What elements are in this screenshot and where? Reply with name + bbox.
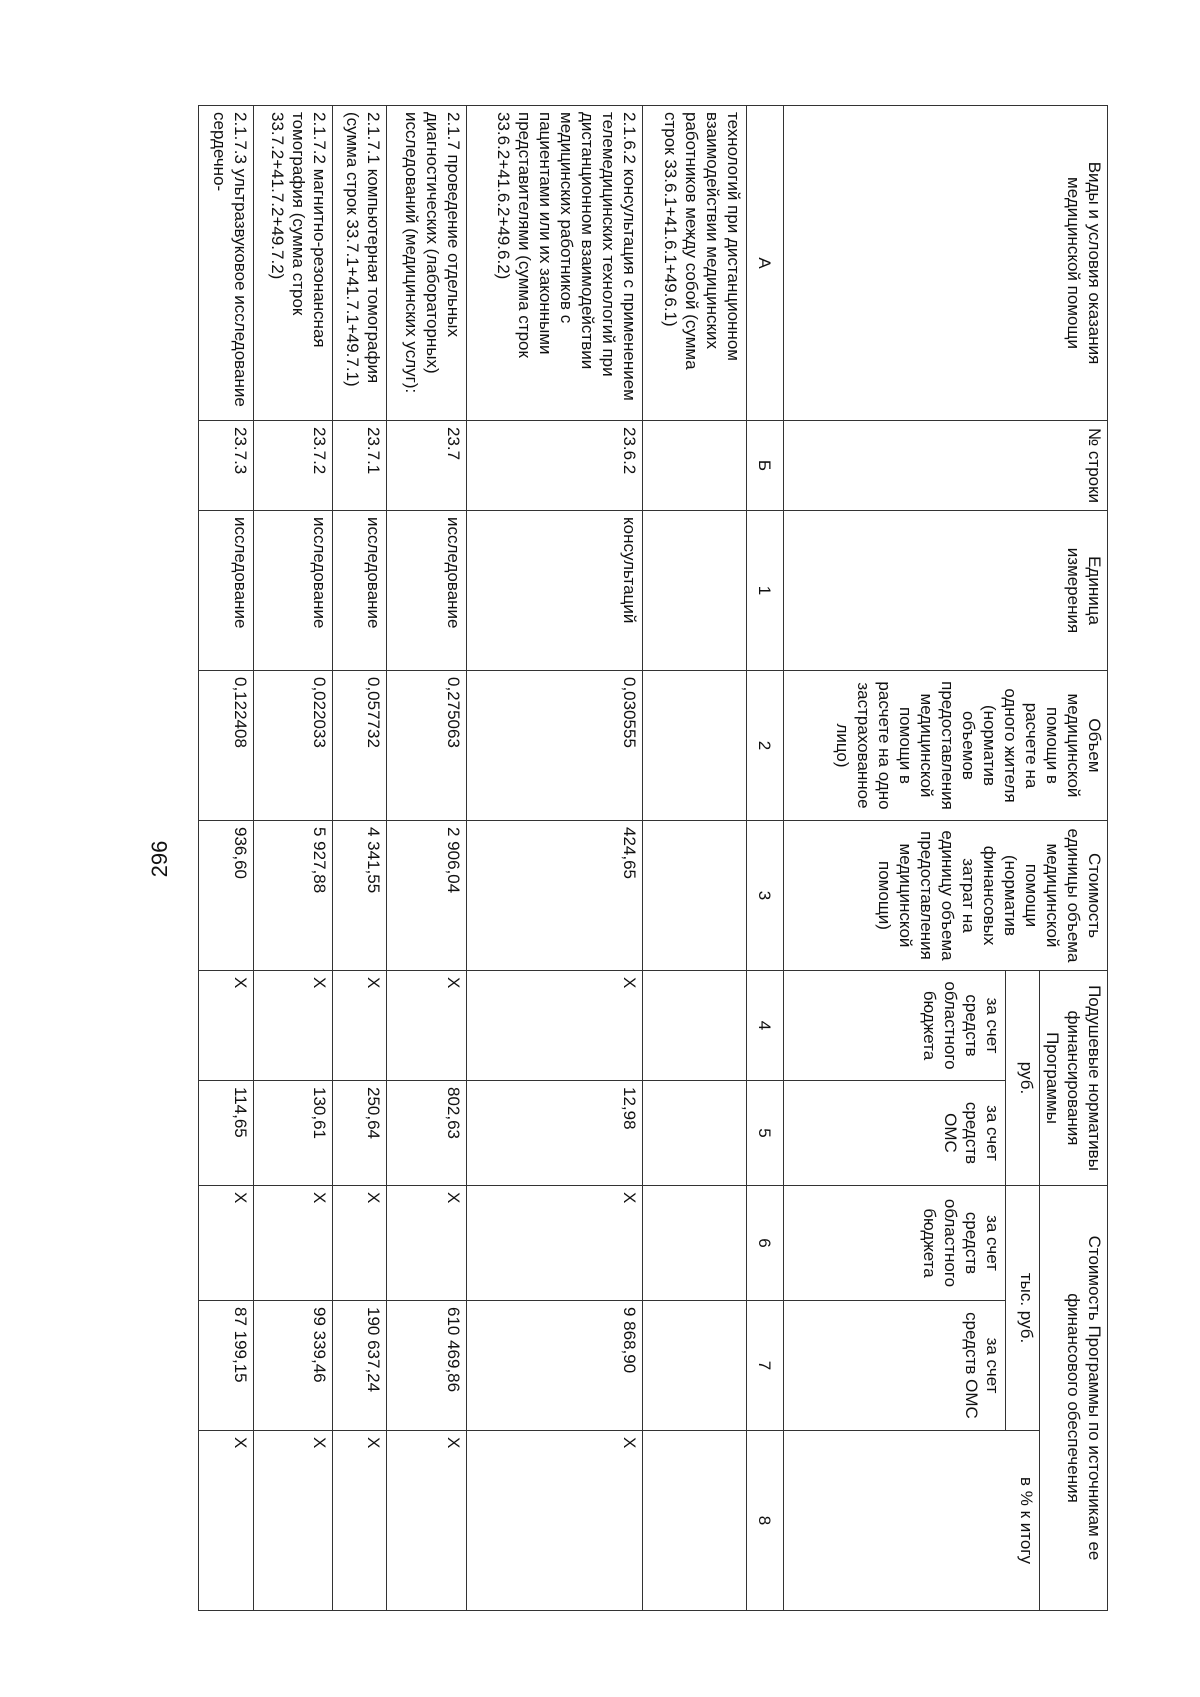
row-volume: 0,022033	[253, 671, 332, 821]
row-cost-oms: 610 469,86	[387, 1301, 466, 1431]
table-body	[199, 106, 747, 1611]
row-cost-oms: 9 868,90	[466, 1301, 643, 1431]
row-percent: X	[466, 1431, 643, 1611]
row-norm-oms	[643, 1081, 747, 1186]
row-norm-oms: 250,64	[332, 1081, 387, 1186]
table-row	[332, 106, 387, 1611]
header-cost-budget: за счет средств областного бюджета	[784, 1186, 1006, 1301]
table-row	[387, 106, 466, 1611]
header-unit-cost: Стоимость единицы объема медицинской помощи (норматив финансовых затрат на единицу объема предоставления медицинской помощи)	[784, 821, 1108, 971]
row-volume: 0,030555	[466, 671, 643, 821]
row-norm-oms: 12,98	[466, 1081, 643, 1186]
header-norm-oms: за счет средств ОМС	[784, 1081, 1006, 1186]
row-norm-budget: X	[466, 971, 643, 1081]
table-header	[747, 106, 1108, 1611]
row-cost-oms: 99 339,46	[253, 1301, 332, 1431]
row-unit-cost: 4 341,55	[332, 821, 387, 971]
row-cost-oms	[643, 1301, 747, 1431]
row-name: 2.1.7.2 магнитно-резонансная томография (сумма строк 33.7.2+41.7.2+49.7.2)	[253, 106, 332, 421]
row-line-number	[643, 421, 747, 511]
row-line-number: 23.7	[387, 421, 466, 511]
column-number: 8	[747, 1431, 784, 1611]
column-number: 6	[747, 1186, 784, 1301]
row-cost-budget: X	[387, 1186, 466, 1301]
column-number: 3	[747, 821, 784, 971]
row-unit-cost: 5 927,88	[253, 821, 332, 971]
row-name: 2.1.7 проведение отдельных диагностических (лабораторных) исследований (медицинских услуг):	[387, 106, 466, 421]
table-row	[253, 106, 332, 1611]
row-unit-cost: 936,60	[199, 821, 254, 971]
row-unit: исследование	[332, 511, 387, 671]
header-unit: Единица измерения	[784, 511, 1108, 671]
row-percent: X	[387, 1431, 466, 1611]
row-unit-cost: 2 906,04	[387, 821, 466, 971]
row-percent: X	[332, 1431, 387, 1611]
row-line-number: 23.7.3	[199, 421, 254, 511]
column-number: Б	[747, 421, 784, 511]
header-norms-unit: руб.	[1006, 971, 1040, 1186]
row-cost-budget: X	[466, 1186, 643, 1301]
header-cost-oms: за счет средств ОМС	[784, 1301, 1006, 1431]
header-percent: в % к итогу	[784, 1431, 1040, 1611]
row-cost-budget	[643, 1186, 747, 1301]
row-norm-oms: 114,65	[199, 1081, 254, 1186]
header-cost-group: Стоимость Программы по источникам ее финансового обеспечения	[1040, 1186, 1108, 1611]
column-number: 7	[747, 1301, 784, 1431]
row-cost-oms: 87 199,15	[199, 1301, 254, 1431]
row-unit: исследование	[199, 511, 254, 671]
row-volume: 0,122408	[199, 671, 254, 821]
row-name: 2.1.7.1 компьютерная томография (сумма строк 33.7.1+41.7.1+49.7.1)	[332, 106, 387, 421]
row-norm-oms: 130,61	[253, 1081, 332, 1186]
header-norm-budget: за счет средств областного бюджета	[784, 971, 1006, 1081]
column-number-row	[747, 106, 784, 1611]
row-percent	[643, 1431, 747, 1611]
header-types: Виды и условия оказания медицинской помощи	[784, 106, 1108, 421]
header-line-number: № строки	[784, 421, 1108, 511]
row-name: 2.1.7.3 ультразвуковое исследование сердечно-	[199, 106, 254, 421]
row-line-number: 23.6.2	[466, 421, 643, 511]
row-cost-budget: X	[253, 1186, 332, 1301]
row-cost-budget: X	[332, 1186, 387, 1301]
row-volume: 0,057732	[332, 671, 387, 821]
row-cost-budget: X	[199, 1186, 254, 1301]
row-volume: 0,275063	[387, 671, 466, 821]
table-row	[466, 106, 643, 1611]
row-name: 2.1.6.2 консультация с применением телемедицинских технологий при дистанционном взаимодействии медицинских работников с пациентами или их законными представителями (сумма строк 33.6.2+41.6.2+49.6.2)	[466, 106, 643, 421]
table-row	[643, 106, 747, 1611]
row-norm-budget: X	[199, 971, 254, 1081]
row-unit: консультаций	[466, 511, 643, 671]
row-percent: X	[253, 1431, 332, 1611]
page-number: 296	[147, 840, 172, 878]
table-row	[199, 106, 254, 1611]
row-unit	[643, 511, 747, 671]
row-name: технологий при дистанционном взаимодействии медицинских работников между собой (сумма строк 33.6.1+41.6.1+49.6.1)	[643, 106, 747, 421]
column-number: 2	[747, 671, 784, 821]
row-unit-cost: 424,65	[466, 821, 643, 971]
row-cost-oms: 190 637,24	[332, 1301, 387, 1431]
row-line-number: 23.7.2	[253, 421, 332, 511]
row-norm-budget: X	[332, 971, 387, 1081]
column-number: А	[747, 106, 784, 421]
row-unit: исследование	[253, 511, 332, 671]
row-line-number: 23.7.1	[332, 421, 387, 511]
column-number: 5	[747, 1081, 784, 1186]
row-percent: X	[199, 1431, 254, 1611]
row-unit: исследование	[387, 511, 466, 671]
row-norm-oms: 802,63	[387, 1081, 466, 1186]
program-cost-table	[198, 105, 1108, 1611]
row-norm-budget: X	[387, 971, 466, 1081]
column-number: 1	[747, 511, 784, 671]
column-number: 4	[747, 971, 784, 1081]
table-container	[198, 105, 1108, 1610]
row-norm-budget: X	[253, 971, 332, 1081]
header-cost-unit: тыс. руб.	[1006, 1186, 1040, 1431]
row-norm-budget	[643, 971, 747, 1081]
header-norms-group: Подушевые нормативы финансирования Программы	[1040, 971, 1108, 1186]
header-volume: Объем медицинской помощи в расчете на одного жителя (норматив объемов предоставления медицинской помощи в расчете на одно застрахованное лицо)	[784, 671, 1108, 821]
row-unit-cost	[643, 821, 747, 971]
row-volume	[643, 671, 747, 821]
